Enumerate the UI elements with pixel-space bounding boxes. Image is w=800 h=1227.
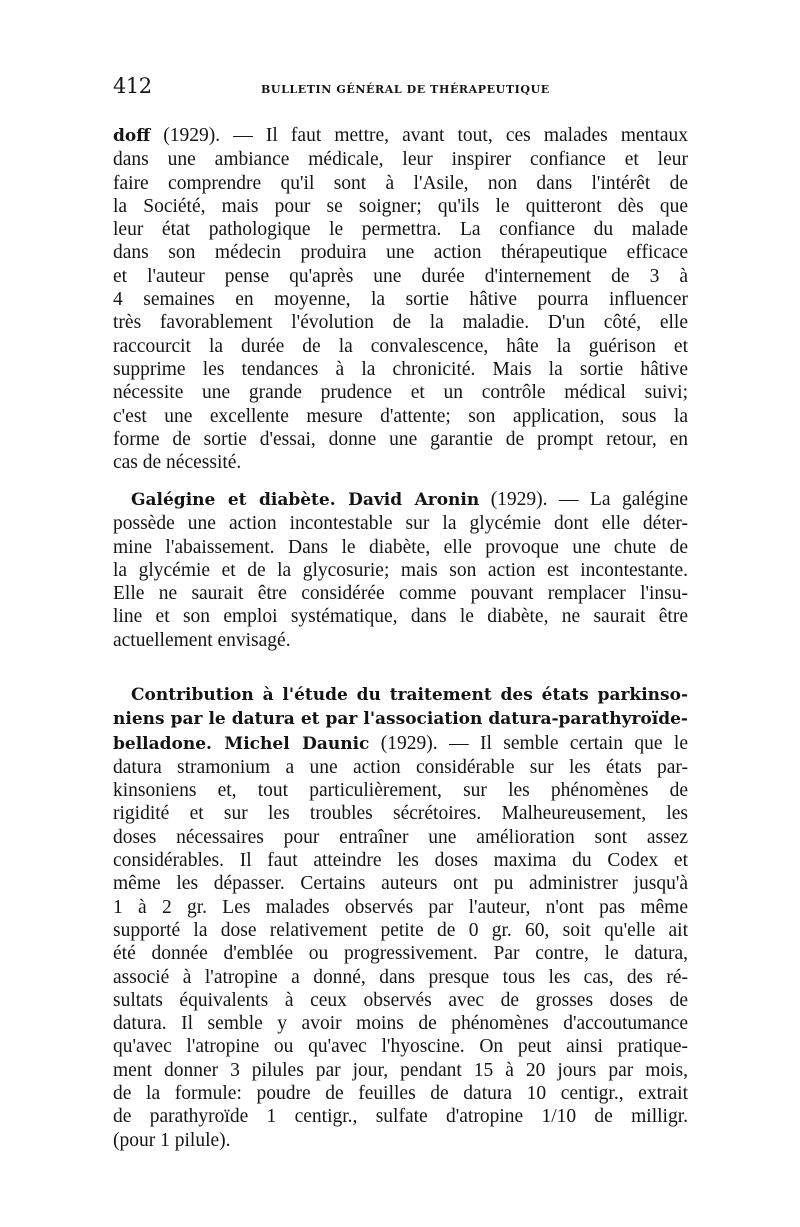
text-line [113, 288, 688, 311]
line-text: dans son médecin produira une action thérapeutique efficace [113, 242, 688, 264]
line-text: c'est une excellente mesure d'attente; son application, sous la [113, 405, 688, 427]
line-text: qu'avec l'atropine ou qu'avec l'hyoscine. On peut ainsi pratique- [113, 1036, 688, 1058]
line-text: nécessite une grande prudence et un contrôle médical suivi; [113, 382, 688, 404]
text-line [113, 896, 688, 919]
text-line [113, 428, 688, 451]
line-text: considérables. Il faut atteindre les doses maxima du Codex et [113, 850, 688, 872]
line-text: et l'auteur pense qu'après une durée d'internement de 3 à [113, 265, 688, 287]
text-line [113, 172, 688, 195]
line-text: été donnée d'emblée ou progressivement. Par contre, le datura, [113, 943, 688, 965]
text-line [113, 148, 688, 171]
line-text: faire comprendre qu'il sont à l'Asile, non dans l'intérêt de [113, 172, 688, 194]
running-title: BULLETIN GÉNÉRAL DE THÉRAPEUTIQUE [261, 83, 550, 96]
text-line [113, 802, 688, 825]
line-text: la Société, mais pour se soigner; qu'ils le quitteront dès que [113, 195, 688, 217]
line-text: très favorablement l'évolution de la maladie. D'un côté, elle [113, 312, 688, 334]
bold-heading: niens par le datura et par l'association datura-parathyroïde- [113, 709, 688, 730]
text-line [113, 512, 688, 535]
line-text: (1929). — La galégine [479, 489, 689, 510]
text-line [113, 779, 688, 802]
line-text: même les dépasser. Certains auteurs ont pu administrer jusqu'à [113, 873, 688, 895]
line-text: mine l'abaissement. Dans le diabète, elle provoque une chute de [113, 536, 688, 558]
bold-heading: Contribution à l'étude du traitement des états parkinso- [131, 685, 688, 705]
running-header [113, 74, 688, 104]
text-line [113, 919, 688, 942]
text-line [113, 451, 688, 474]
text-line [113, 629, 688, 652]
line-text: forme de sortie d'essai, donne une garantie de prompt retour, en [113, 428, 688, 450]
line-text: doses nécessaires pour entraîner une amélioration sont assez [113, 826, 688, 848]
text-line [113, 335, 688, 358]
text-line [113, 1105, 688, 1128]
line-text: 1 à 2 gr. Les malades observés par l'auteur, n'ont pas même [113, 896, 688, 918]
line-text: leur état pathologique le permettra. La confiance du malade [113, 219, 688, 241]
paragraph-datura [113, 683, 688, 1152]
text-line [113, 405, 688, 428]
text-line [113, 1035, 688, 1058]
text-line [113, 381, 688, 404]
text-line [113, 218, 688, 241]
text-line [113, 1059, 688, 1082]
bold-heading: doff [113, 126, 151, 146]
line-text: datura stramonium a une action considérable sur les états par- [113, 756, 688, 778]
paragraph-asile [113, 124, 688, 474]
line-text: actuellement envisagé. [113, 629, 291, 651]
text-line [113, 732, 688, 756]
text-line [113, 756, 688, 779]
text-line [113, 826, 688, 849]
line-text: raccourcit la durée de la convalescence, hâte la guérison et [113, 335, 688, 357]
text-line [113, 311, 688, 334]
line-text: supprime les tendances à la chronicité. Mais la sortie hâtive [113, 358, 688, 380]
line-text: Elle ne saurait être considérée comme pouvant remplacer l'insu- [113, 583, 688, 605]
text-line [113, 605, 688, 628]
text-line [113, 966, 688, 989]
line-text: (1929). — Il faut mettre, avant tout, ces malades mentaux [150, 125, 688, 146]
line-text: sultats équivalents à ceux observés avec de grosses doses de [113, 989, 688, 1011]
line-text: associé à l'atropine a donné, dans presque tous les cas, des ré- [113, 966, 688, 988]
text-line [113, 1082, 688, 1105]
text-line [113, 241, 688, 264]
text-line [113, 536, 688, 559]
text-line [113, 989, 688, 1012]
text-line [113, 195, 688, 218]
line-text: dans une ambiance médicale, leur inspirer confiance et leur [113, 149, 688, 171]
text-line [113, 582, 688, 605]
text-line [113, 124, 688, 148]
line-text: 4 semaines en moyenne, la sortie hâtive pourra influencer [113, 289, 688, 311]
line-text: kinsoniens et, tout particulièrement, sur les phénomènes de [113, 780, 688, 802]
bold-heading: belladone. Michel Daunic [113, 733, 370, 754]
line-text: datura. Il semble y avoir moins de phénomènes d'accoutumance [113, 1013, 688, 1035]
paragraph-galegine [113, 488, 688, 652]
text-line [113, 707, 688, 731]
line-text: de la formule: poudre de feuilles de datura 10 centigr., extrait [113, 1083, 688, 1105]
text-line [113, 559, 688, 582]
text-line [113, 358, 688, 381]
text-line [113, 849, 688, 872]
text-line [113, 942, 688, 965]
line-text: rigidité et sur les troubles sécrétoires. Malheureusement, les [113, 803, 688, 825]
line-text: line et son emploi systématique, dans le diabète, ne saurait être [113, 606, 688, 628]
line-text: supporté la dose relativement petite de 0 gr. 60, soit qu'elle ait [113, 919, 688, 941]
text-line [113, 265, 688, 288]
line-text: (pour 1 pilule). [113, 1129, 231, 1151]
page-number: 412 [113, 74, 152, 98]
line-text: possède une action incontestable sur la glycémie dont elle déter- [113, 513, 688, 535]
text-line [113, 1129, 688, 1152]
bold-heading: Galégine et diabète. David Aronin [131, 490, 480, 510]
text-line [113, 683, 688, 707]
line-text: (1929). — Il semble certain que le [369, 732, 689, 754]
text-line [113, 1012, 688, 1035]
line-text: de parathyroïde 1 centigr., sulfate d'atropine 1/10 de milligr. [113, 1106, 688, 1128]
line-text: la glycémie et de la glycosurie; mais son action est incontestante. [113, 559, 688, 581]
text-line [113, 872, 688, 895]
text-line [113, 488, 688, 512]
line-text: ment donner 3 pilules par jour, pendant 15 à 20 jours par mois, [113, 1059, 688, 1081]
line-text: cas de nécessité. [113, 452, 242, 474]
